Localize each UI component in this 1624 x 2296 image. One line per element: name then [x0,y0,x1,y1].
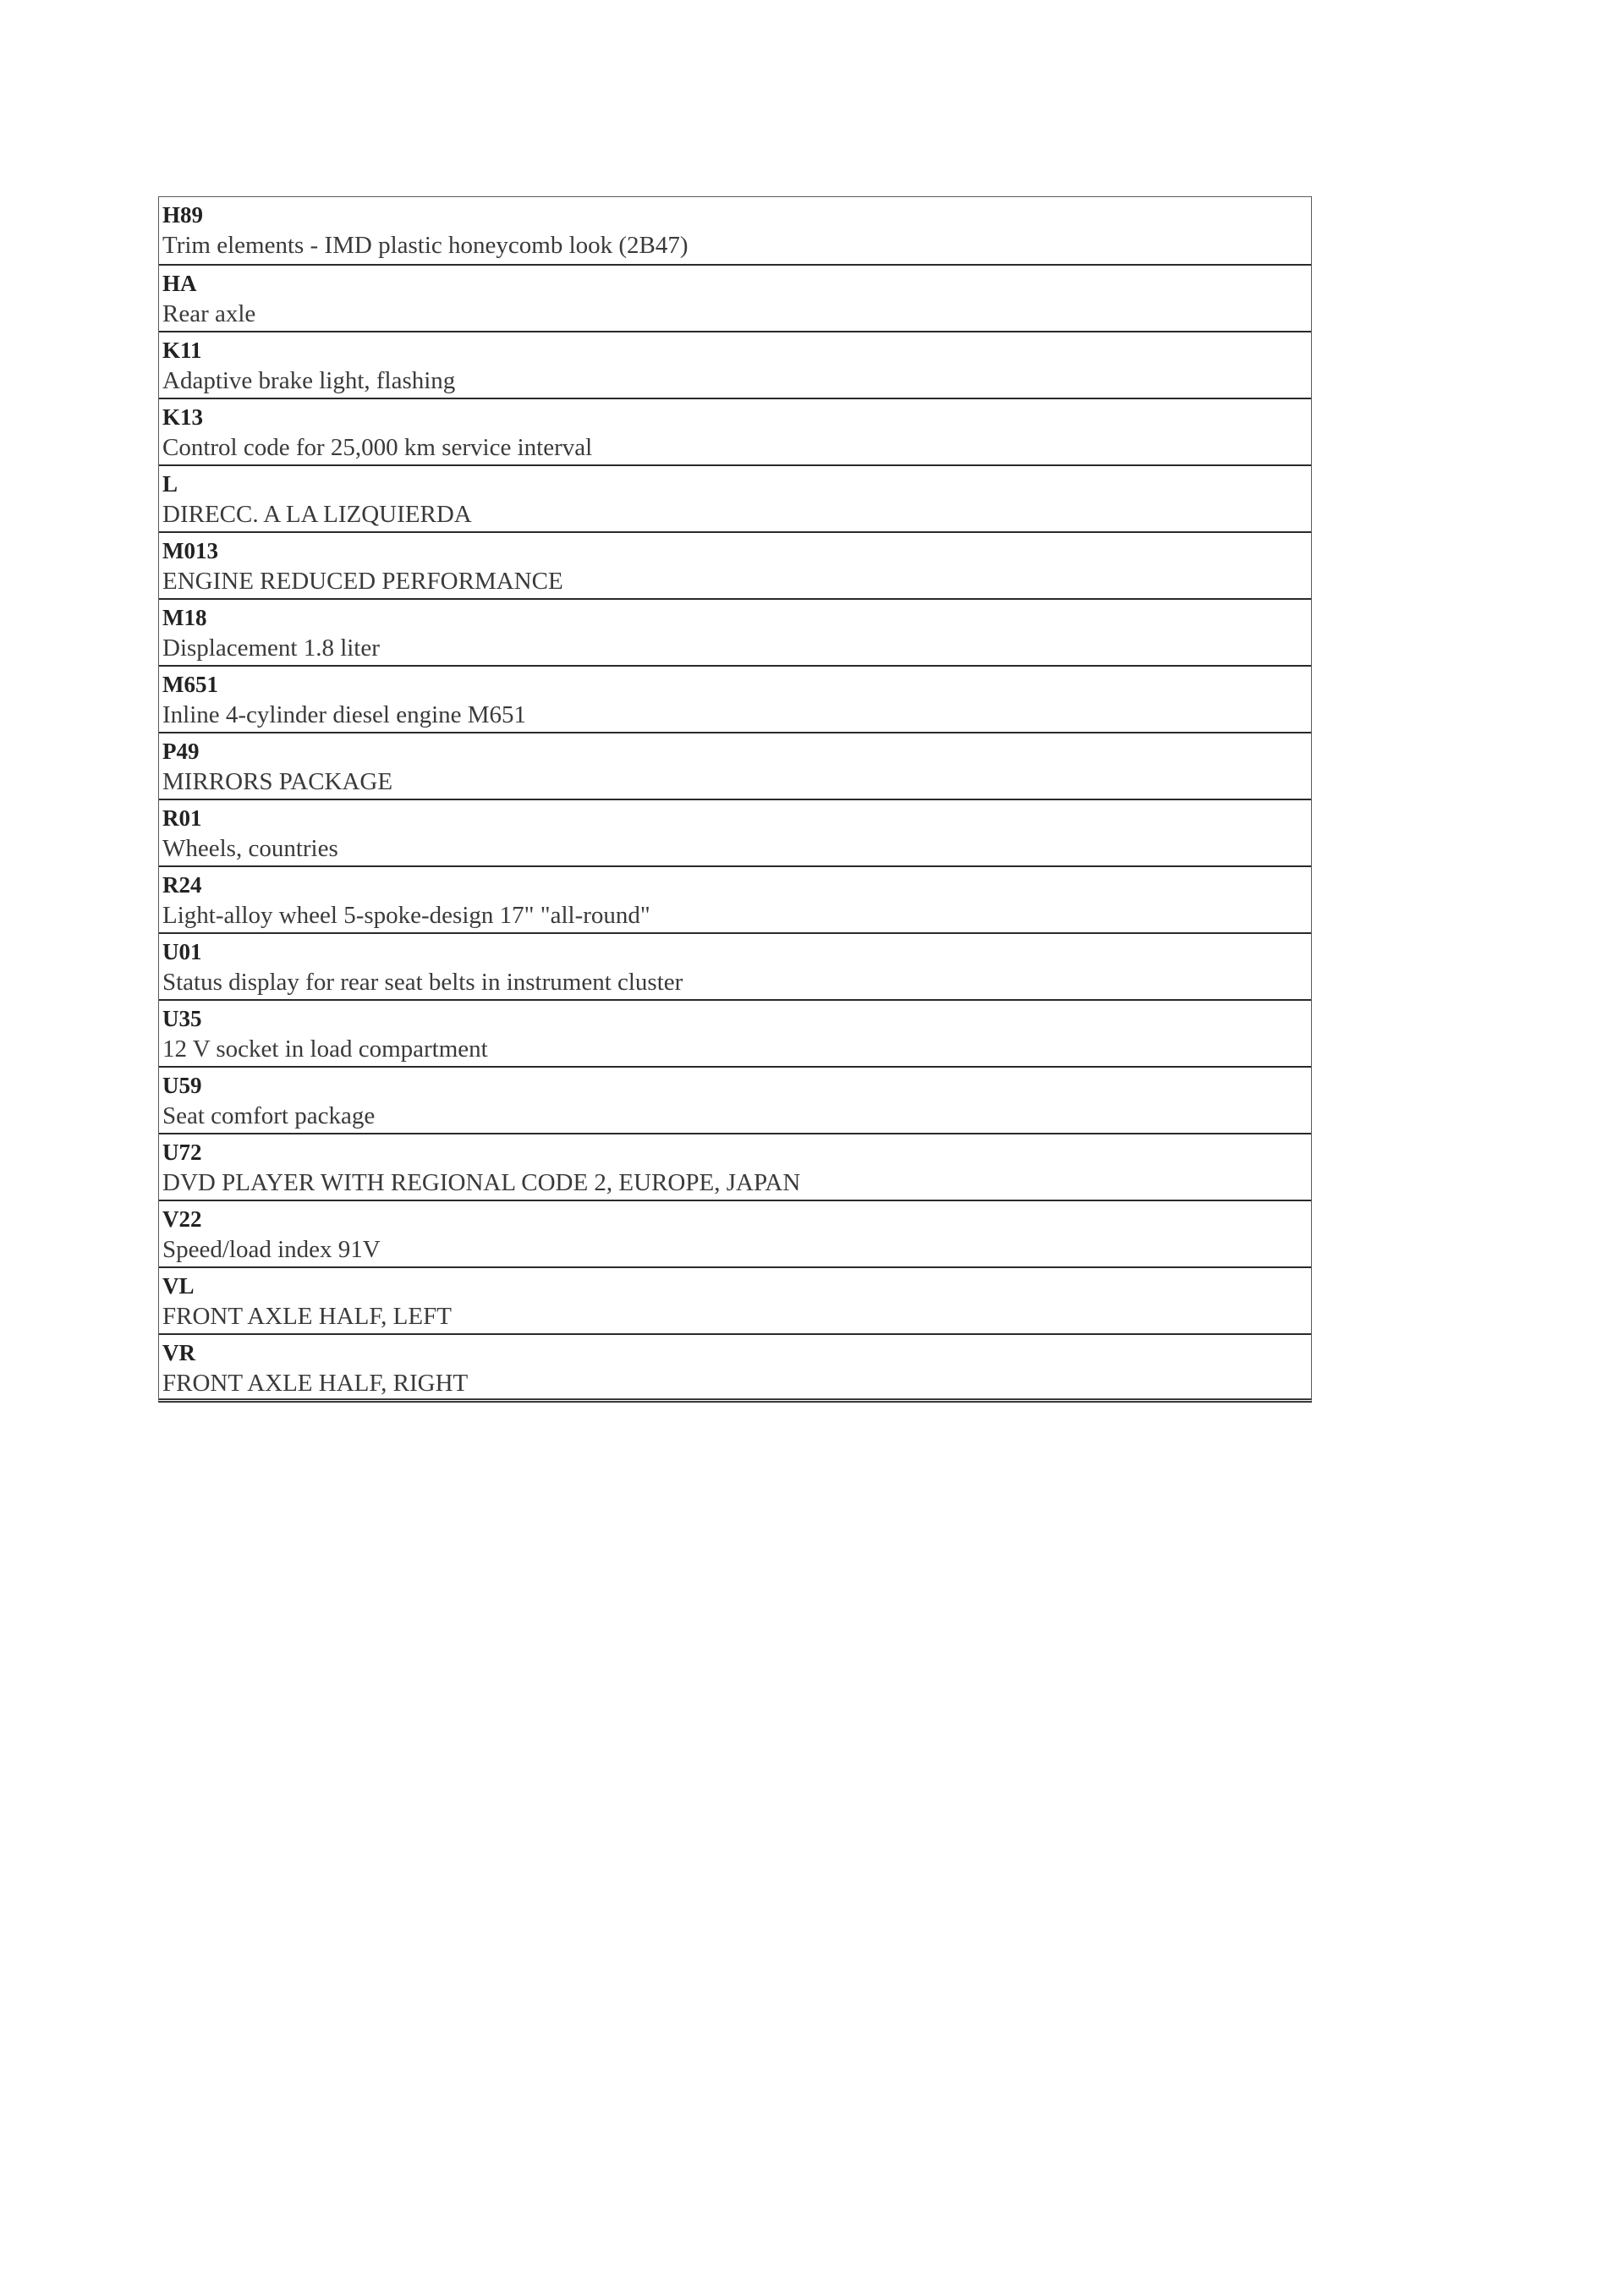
option-description: 12 V socket in load compartment [162,1035,488,1063]
option-description: Status display for rear seat belts in instrument cluster [162,969,683,996]
table-row [159,1066,1311,1133]
option-description: FRONT AXLE HALF, RIGHT [162,1370,469,1397]
option-code: M18 [162,605,207,630]
option-description: MIRRORS PACKAGE [162,768,393,795]
option-code: HA [162,271,197,296]
option-code: L [162,471,178,497]
option-code: U01 [162,939,202,964]
table-row [159,598,1311,665]
table-row [159,865,1311,932]
table-row [159,732,1311,799]
table-row [159,398,1311,464]
option-code: VL [162,1273,195,1299]
option-code: K13 [162,404,204,430]
option-description: Seat comfort package [162,1102,376,1129]
option-code: K11 [162,338,202,363]
table-row [159,799,1311,865]
table-row [159,464,1311,531]
option-description: Control code for 25,000 km service interval [162,434,593,461]
table-row [159,1200,1311,1266]
option-code: R01 [162,805,202,831]
table-row [159,932,1311,999]
option-code: U35 [162,1006,202,1031]
option-code: M651 [162,672,218,697]
table-row [159,531,1311,598]
table-row [159,1133,1311,1200]
table-row [159,1333,1311,1398]
option-code: M013 [162,538,218,563]
option-description: ENGINE REDUCED PERFORMANCE [162,568,563,595]
option-description: Adaptive brake light, flashing [162,367,456,394]
option-code: U72 [162,1140,202,1165]
option-code: V22 [162,1206,202,1232]
option-code: R24 [162,872,202,898]
option-description: Inline 4-cylinder diesel engine M651 [162,701,527,728]
option-description: FRONT AXLE HALF, LEFT [162,1303,452,1330]
table-row [159,197,1311,264]
option-description: Light-alloy wheel 5-spoke-design 17" "all-round" [162,902,650,929]
option-description: Speed/load index 91V [162,1236,381,1263]
option-code: H89 [162,202,204,228]
option-description: DVD PLAYER WITH REGIONAL CODE 2, EUROPE, JAPAN [162,1169,801,1196]
table-row [159,999,1311,1066]
table-row [159,1266,1311,1333]
option-code: VR [162,1340,195,1365]
table-row [159,331,1311,398]
option-description: Trim elements - IMD plastic honeycomb look (2B47) [162,232,689,259]
option-code: U59 [162,1073,202,1098]
table-row [159,665,1311,732]
table-row [159,264,1311,331]
option-code: P49 [162,739,200,764]
option-description: Wheels, countries [162,835,338,862]
option-description: DIRECC. A LA LIZQUIERDA [162,501,472,528]
option-description: Displacement 1.8 liter [162,634,380,662]
option-code-table [158,196,1312,1403]
option-description: Rear axle [162,300,256,327]
